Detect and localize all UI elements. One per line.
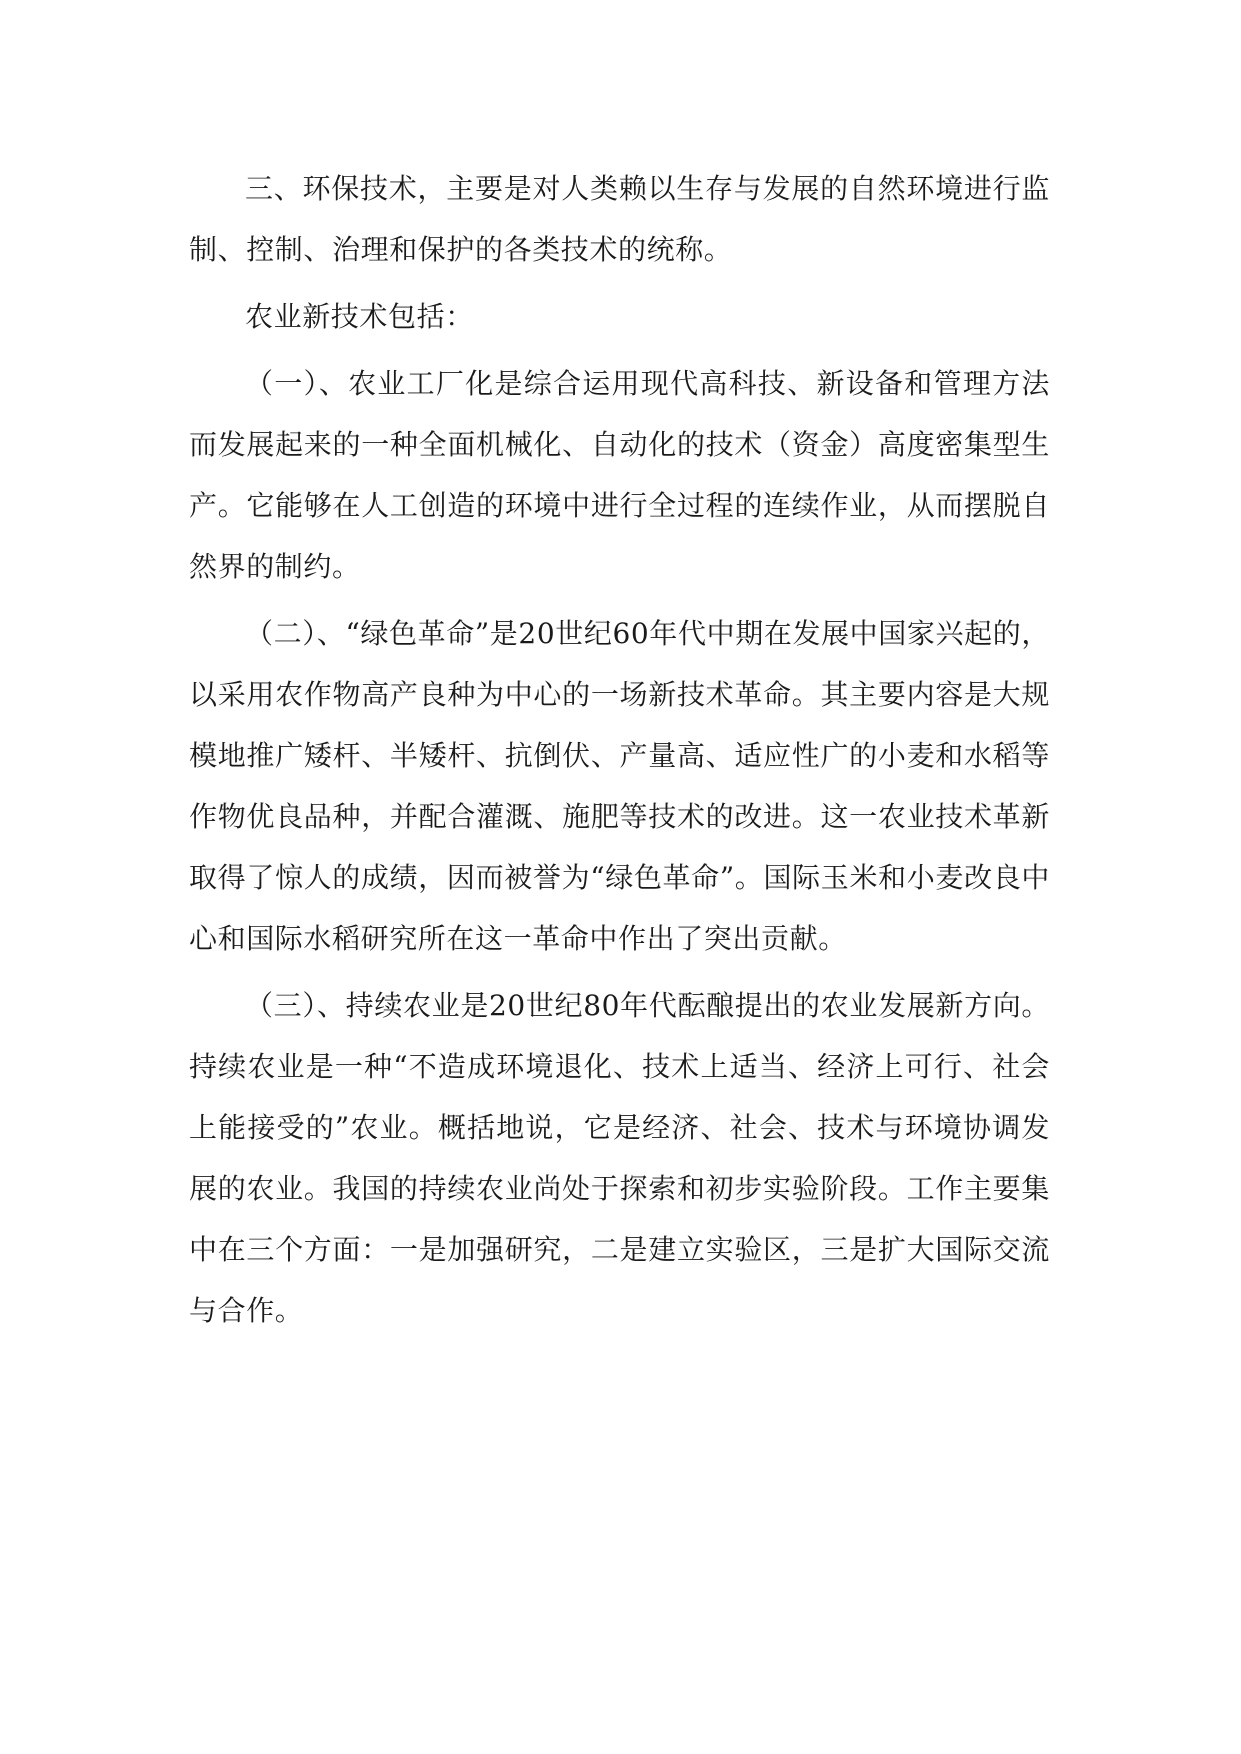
- paragraph-green-revolution: （二）、“绿色革命”是20世纪60年代中期在发展中国家兴起的，以采用农作物高产良种为中心的一场新技术革命。其主要内容是大规模地推广矮杆、半矮杆、抗倒伏、产量高、适应性广的小麦和水稻等作物优良品种，并配合灌溉、施肥等技术的改进。这一农业技术革新取得了惊人的成绩，因而被誉为“绿色革命”。国际玉米和小麦改良中心和国际水稻研究所在这一革命中作出了突出贡献。: [189, 617, 1050, 955]
- paragraph-agri-tech-heading: 农业新技术包括：: [245, 300, 474, 333]
- paragraph-sustainable-agriculture: （三）、持续农业是20世纪80年代酝酿提出的农业发展新方向。持续农业是一种“不造成环境退化、技术上适当、经济上可行、社会上能接受的”农业。概括地说，它是经济、社会、技术与环境协调发展的农业。我国的持续农业尚处于探索和初步实验阶段。工作主要集中在三个方面：一是加强研究，二是建立实验区，三是扩大国际交流与合作。: [189, 989, 1050, 1327]
- paragraph-environmental-tech: 三、环保技术，主要是对人类赖以生存与发展的自然环境进行监制、控制、治理和保护的各类技术的统称。: [189, 172, 1050, 266]
- document-body: [189, 158, 1050, 1347]
- paragraph-factory-agriculture: （一）、农业工厂化是综合运用现代高科技、新设备和管理方法而发展起来的一种全面机械化、自动化的技术（资金）高度密集型生产。它能够在人工创造的环境中进行全过程的连续作业，从而摆脱自然界的制约。: [189, 367, 1050, 583]
